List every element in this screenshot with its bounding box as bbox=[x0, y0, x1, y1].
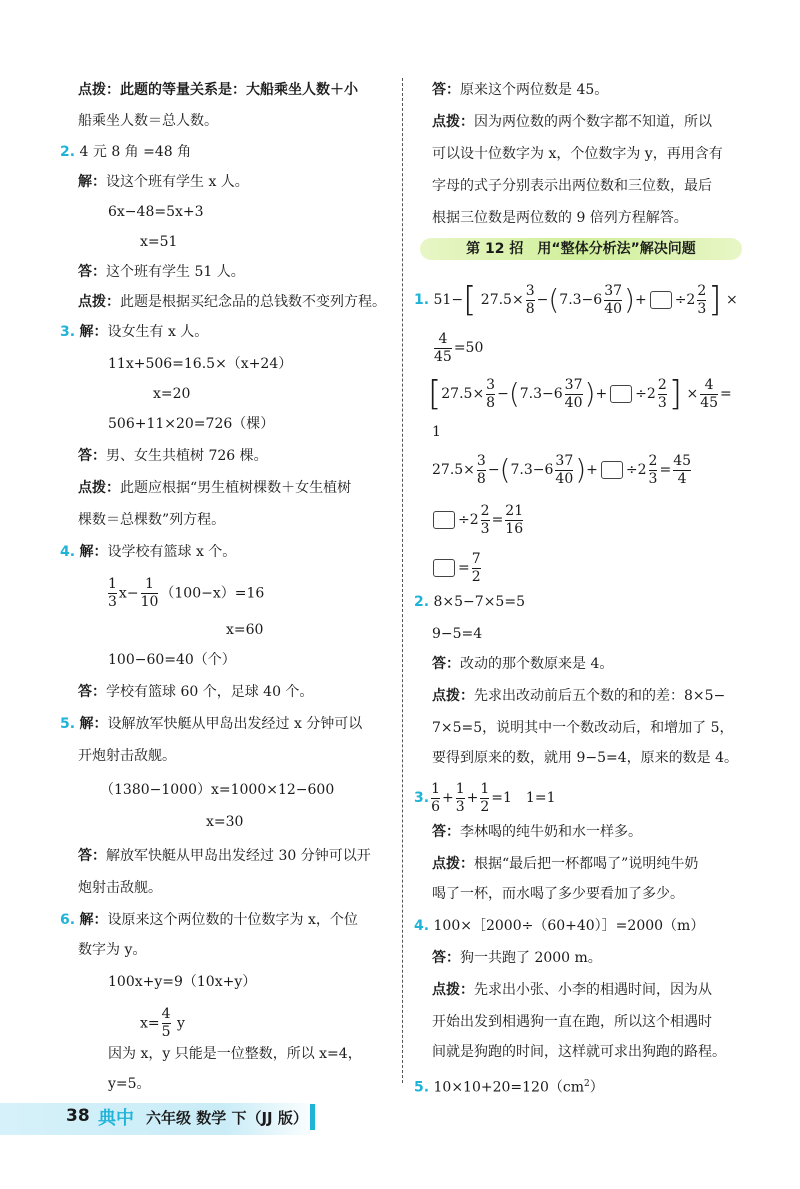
fraction: $\frac{3}{8}$ bbox=[486, 376, 496, 411]
bracket: [ bbox=[428, 374, 442, 414]
equation: 100x+y=9（10x+y） bbox=[108, 974, 257, 990]
paren: ( bbox=[508, 377, 520, 410]
answer-line: 答：原来这个两位数是 45。 bbox=[432, 82, 609, 98]
fraction: $\frac{7}{2}$ bbox=[471, 550, 481, 585]
fraction: $\frac{45}{4}$ bbox=[673, 452, 692, 487]
paren: ) bbox=[624, 283, 635, 316]
paren: ) bbox=[584, 377, 596, 410]
fraction: $\frac{2}{3}$ bbox=[480, 502, 490, 537]
equation: [27.5× $\frac{3}{8}$ −(7.3−6 $\frac{37}{40}$ )+ ÷2 $\frac{2}{3}$ ] × $\frac{4}{45}$ = bbox=[428, 374, 732, 414]
hint-line: 可以设十位数字为 x，个位数字为 y，再用含有 bbox=[432, 146, 723, 162]
paren: ( bbox=[548, 283, 560, 316]
fraction: $\frac{4}{5}$ bbox=[161, 1006, 171, 1040]
fraction: $\frac{37}{40}$ bbox=[604, 282, 623, 317]
brand-logo: 典中 bbox=[98, 1108, 134, 1129]
fraction: $\frac{21}{16}$ bbox=[505, 502, 524, 537]
answer-line: 答：这个班有学生 51 人。 bbox=[78, 264, 245, 280]
equation: 11x+506=16.5×（x+24） bbox=[108, 356, 293, 372]
equation: 6x−48=5x+3 bbox=[108, 204, 204, 220]
answer-line: 答：男、女生共植树 726 棵。 bbox=[78, 448, 268, 464]
hint-line: 点拨：先求出小张、小李的相遇时间，因为从 bbox=[432, 982, 712, 998]
text-line: 点拨：此题的等量关系是：大船乘坐人数＋小 bbox=[78, 82, 358, 98]
text-line: 船乘坐人数＝总人数。 bbox=[78, 113, 218, 129]
equation: $\frac{4}{45}$ =50 bbox=[434, 330, 484, 365]
answer-line: 答：改动的那个数原来是 4。 bbox=[432, 656, 614, 672]
bracket: ] bbox=[668, 374, 682, 414]
hint-line: 点拨：先求出改动前后五个数的和的差：8×5− bbox=[432, 688, 726, 704]
equation: x=30 bbox=[206, 814, 244, 830]
fraction: $\frac{2}{3}$ bbox=[648, 452, 658, 487]
hint-line: 字母的式子分别表示出两位数和三位数，最后 bbox=[432, 178, 712, 194]
hint-line: 棵数＝总棵数”列方程。 bbox=[78, 512, 226, 528]
equation: x= $\frac{4}{5}$ y bbox=[140, 1006, 185, 1040]
equation: = $\frac{7}{2}$ bbox=[430, 550, 483, 586]
answer-line: 炮射击敌舰。 bbox=[78, 880, 162, 896]
fraction: $\frac{1}{3}$ bbox=[108, 576, 117, 610]
equation: （1380−1000）x=1000×12−600 bbox=[100, 782, 335, 798]
solution-line: 数字为 y。 bbox=[78, 942, 147, 958]
equation: x=60 bbox=[226, 622, 264, 638]
hint-line: 点拨：此题应根据“男生植树棵数＋女生植树 bbox=[78, 480, 352, 496]
hint-line: 7×5=5，说明其中一个数改动后，和增加了 5， bbox=[432, 720, 734, 736]
equation: 1 bbox=[432, 424, 441, 440]
section-banner: 第 12 招 用“整体分析法”解决问题 bbox=[420, 238, 742, 260]
problem-4: 4. 解：设学校有篮球 x 个。 bbox=[60, 544, 237, 560]
column-divider bbox=[402, 78, 403, 1083]
hint-line: 点拨：根据“最后把一杯都喝了”说明纯牛奶 bbox=[432, 856, 699, 872]
footer-accent-bar bbox=[310, 1104, 315, 1130]
hint-line: 要得到原来的数，就用 9−5=4，原来的数是 4。 bbox=[432, 750, 738, 766]
equation: x=51 bbox=[140, 234, 178, 250]
bracket: [ bbox=[463, 280, 477, 320]
text-line: 因为 x，y 只能是一位整数，所以 x=4， bbox=[108, 1046, 362, 1062]
fraction: $\frac{4}{45}$ bbox=[434, 330, 452, 365]
fraction: $\frac{2}{3}$ bbox=[697, 282, 707, 317]
hint-line: 点拨：因为两位数的两个数字都不知道，所以 bbox=[432, 114, 712, 130]
fraction: $\frac{3}{8}$ bbox=[525, 282, 535, 317]
equation: x=20 bbox=[153, 386, 191, 402]
fraction: $\frac{37}{40}$ bbox=[564, 376, 583, 411]
blank-box bbox=[433, 511, 455, 529]
fraction: $\frac{3}{8}$ bbox=[476, 452, 486, 487]
problem-2: 2. 4 元 8 角 =48 角 bbox=[60, 144, 192, 160]
equation: 1. 51−[ 27.5× $\frac{3}{8}$ −(7.3−6 $\frac{37}{40}$ )+ ÷2 $\frac{2}{3}$ ] × bbox=[414, 280, 738, 320]
answer-line: 答：李林喝的纯牛奶和水一样多。 bbox=[432, 824, 642, 840]
equation: 27.5× $\frac{3}{8}$ −(7.3−6 $\frac{37}{40}$ )+ ÷2 $\frac{2}{3}$ = $\frac{45}{4}$ bbox=[432, 452, 692, 487]
problem-4: 4. 100×［2000÷（60+40）］=2000（m） bbox=[414, 918, 705, 934]
hint-line: 根据三位数是两位数的 9 倍列方程解答。 bbox=[432, 210, 688, 226]
equation: $\frac{1}{3}$ x− $\frac{1}{10}$ （100−x）=16 bbox=[108, 576, 265, 610]
blank-box bbox=[610, 385, 632, 403]
answer-line: 答：狗一共跑了 2000 m。 bbox=[432, 950, 602, 966]
text-line: y=5。 bbox=[108, 1076, 151, 1092]
problem-3: 3. 解：设女生有 x 人。 bbox=[60, 324, 209, 340]
solution-line: 开炮射击敌舰。 bbox=[78, 748, 176, 764]
blank-box bbox=[650, 291, 672, 309]
hint-line: 喝了一杯，而水喝了多少要看加了多少。 bbox=[432, 886, 684, 902]
paren: ) bbox=[575, 453, 587, 486]
fraction: $\frac{2}{3}$ bbox=[657, 376, 667, 411]
problem-6: 6. 解：设原来这个两位数的十位数字为 x，个位 bbox=[60, 912, 358, 928]
problem-2: 2. 8×5−7×5=5 bbox=[414, 594, 525, 610]
fraction: $\frac{1}{10}$ bbox=[140, 576, 159, 610]
fraction: $\frac{1}{3}$ bbox=[455, 780, 465, 815]
equation: 100−60=40（个） bbox=[108, 652, 236, 668]
problem-3: 3. $\frac{1}{6}$ + $\frac{1}{3}$ + $\frac{1}{2}$ =1 1=1 bbox=[414, 780, 556, 815]
bracket: ] bbox=[708, 280, 722, 320]
hint-line: 点拨：此题是根据买纪念品的总钱数不变列方程。 bbox=[78, 294, 386, 310]
fraction: $\frac{1}{6}$ bbox=[431, 780, 440, 815]
hint-line: 间就是狗跑的时间，这样就可求出狗跑的路程。 bbox=[432, 1044, 726, 1060]
equation: ÷2 $\frac{2}{3}$ = $\frac{21}{16}$ bbox=[430, 502, 525, 538]
fraction: $\frac{4}{45}$ bbox=[700, 376, 719, 411]
solution-line: 解：设这个班有学生 x 人。 bbox=[78, 174, 249, 190]
problem-5: 5. 解：设解放军快艇从甲岛出发经过 x 分钟可以 bbox=[60, 716, 363, 732]
equation: 9−5=4 bbox=[432, 626, 483, 642]
page-number: 38 bbox=[66, 1106, 90, 1126]
blank-box bbox=[601, 461, 623, 479]
blank-box bbox=[433, 559, 455, 577]
hint-line: 开始出发到相遇狗一直在跑，所以这个相遇时 bbox=[432, 1014, 712, 1030]
paren: ( bbox=[499, 453, 511, 486]
equation: 506+11×20=726（棵） bbox=[108, 416, 275, 432]
fraction: $\frac{1}{2}$ bbox=[480, 780, 490, 815]
book-title: 六年级 数学 下（JJ 版） bbox=[146, 1109, 308, 1127]
fraction: $\frac{37}{40}$ bbox=[555, 452, 574, 487]
problem-5: 5. $10\times 10+20=120(cm^2)$ bbox=[414, 1079, 604, 1096]
answer-line: 答：学校有篮球 60 个，足球 40 个。 bbox=[78, 684, 314, 700]
answer-line: 答：解放军快艇从甲岛出发经过 30 分钟可以开 bbox=[78, 848, 371, 864]
